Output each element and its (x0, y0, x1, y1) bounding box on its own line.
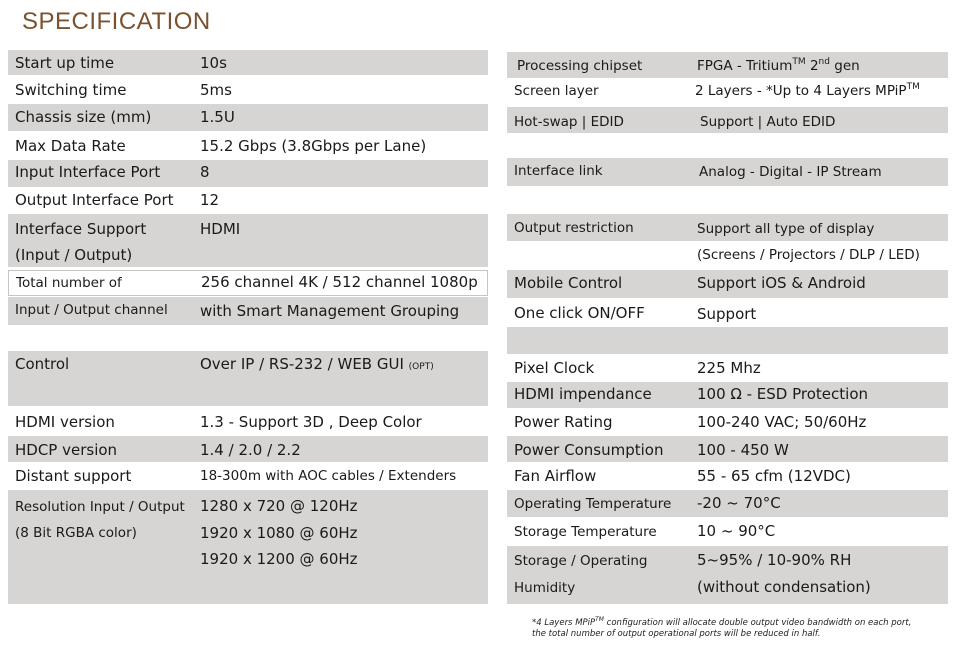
spec-value: 55 - 65 cfm (12VDC) (697, 467, 851, 485)
spec-value: 100-240 VAC; 50/60Hz (697, 413, 867, 431)
spec-value: (Screens / Projectors / DLP / LED) (697, 247, 920, 263)
resolution-value: 1920 x 1200 @ 60Hz (200, 550, 358, 568)
spec-label: Interface link (514, 163, 603, 179)
spec-label: Input / Output channel (15, 302, 168, 318)
spec-row-processing-chipset (507, 52, 948, 78)
spec-label: Switching time (15, 81, 127, 99)
control-value-text: Over IP / RS-232 / WEB GUI (200, 355, 404, 373)
spec-value: 256 channel 4K / 512 channel 1080p (201, 273, 478, 291)
spec-value: 1.3 - Support 3D , Deep Color (200, 413, 422, 431)
spec-value: HDMI (200, 220, 241, 238)
spec-label: Distant support (15, 467, 132, 485)
spec-value: Support iOS & Android (697, 274, 866, 292)
spec-value: 1.4 / 2.0 / 2.2 (200, 441, 301, 459)
spec-label: HDCP version (15, 441, 118, 459)
spec-row-humidity (507, 546, 948, 604)
spec-row-output-port (8, 189, 488, 213)
spec-value: Support (697, 305, 757, 323)
spec-value: 1.5U (200, 108, 235, 126)
footnote-text: *4 Layers MPiP (532, 618, 596, 628)
spec-row-output-restriction-2 (507, 243, 948, 268)
spec-row-max-data-rate (8, 134, 488, 159)
spec-value: 15.2 Gbps (3.8Gbps per Lane) (200, 137, 427, 155)
spec-label: Pixel Clock (514, 359, 595, 377)
spec-row-hot-swap (507, 107, 948, 133)
spec-value (697, 57, 860, 74)
spec-row-control (8, 351, 488, 406)
footnote-line: the total number of output operational ports will be reduced in half. (532, 629, 821, 639)
spec-label: Chassis size (mm) (15, 108, 152, 126)
footnote-line (532, 614, 911, 629)
spec-value: (without condensation) (697, 578, 871, 596)
spec-row-operating-temp (507, 490, 948, 517)
spec-label: Operating Temperature (514, 496, 672, 512)
spec-label: Mobile Control (514, 274, 623, 292)
trademark-mark: TM (595, 616, 604, 623)
footnote (532, 614, 911, 640)
spec-row-interface-link (507, 158, 948, 186)
spec-row-distant-support (8, 464, 488, 488)
chipset-gen-label: gen (834, 58, 860, 74)
trademark-mark: TM (906, 82, 920, 92)
spec-label: Output restriction (514, 220, 634, 236)
spec-row-hdmi-version (8, 410, 488, 435)
spec-value: Support | Auto EDID (700, 114, 836, 130)
control-value-note: (OPT) (408, 362, 434, 372)
spec-value: 5~95% / 10-90% RH (697, 551, 852, 569)
spec-label: Screen layer (514, 83, 599, 99)
spec-value (695, 82, 920, 99)
spec-row-power-consumption (507, 436, 948, 462)
spec-label: One click ON/OFF (514, 304, 645, 322)
spec-row-start-up-time (8, 50, 488, 75)
spec-label: (8 Bit RGBA color) (15, 525, 137, 541)
spec-value: 8 (200, 163, 210, 181)
spec-value (200, 355, 434, 373)
spec-row-pixel-clock (507, 356, 948, 381)
spec-row-power-rating (507, 410, 948, 435)
spec-label: (Input / Output) (15, 246, 133, 264)
spec-row-hdmi-impedance (507, 382, 948, 408)
screen-layer-text: 2 Layers - *Up to 4 Layers MPiP (695, 83, 907, 99)
spec-value: with Smart Management Grouping (200, 302, 460, 320)
spec-label: Resolution Input / Output (15, 499, 185, 515)
spec-label: Input Interface Port (15, 163, 161, 181)
resolution-value: 1920 x 1080 @ 60Hz (200, 524, 358, 542)
spec-value: 225 Mhz (697, 359, 761, 377)
spec-row-one-click (507, 301, 948, 326)
spec-label: Power Consumption (514, 441, 664, 459)
spec-row-switching-time (8, 78, 488, 103)
spec-value: -20 ~ 70°C (697, 494, 781, 512)
spec-row-resolution (8, 490, 488, 604)
spec-label: HDMI version (15, 413, 115, 431)
page-title: SPECIFICATION (22, 8, 211, 35)
spec-value: 100 - 450 W (697, 441, 789, 459)
spec-label: Hot-swap | EDID (514, 114, 624, 130)
ordinal-suffix: nd (818, 57, 830, 67)
spec-label: Fan Airflow (514, 467, 597, 485)
spec-row-total-channels-1 (8, 270, 488, 296)
trademark-mark: TM (792, 57, 806, 67)
spec-value: 10 ~ 90°C (697, 522, 776, 540)
footnote-text: configuration will allocate double output video bandwidth on each port, (603, 618, 912, 628)
spec-row-hdcp-version (8, 436, 488, 462)
spec-row-total-channels-2 (8, 297, 488, 325)
spec-value: 18-300m with AOC cables / Extenders (200, 468, 457, 484)
spec-row-output-restriction-1 (507, 214, 948, 241)
spec-value: Analog - Digital - IP Stream (699, 164, 882, 180)
chipset-gen-number: 2 (809, 58, 819, 74)
spec-value: 100 Ω - ESD Protection (697, 385, 869, 403)
spec-label: Interface Support (15, 220, 147, 238)
spec-label: Power Rating (514, 413, 613, 431)
resolution-value: 1280 x 720 @ 120Hz (200, 497, 358, 515)
spec-row-input-port (8, 160, 488, 187)
chipset-text: FPGA - Tritium (697, 58, 793, 74)
spec-label: Output Interface Port (15, 191, 174, 209)
spec-row-spacer (507, 327, 948, 354)
spec-label: Processing chipset (517, 58, 643, 74)
spec-label: Start up time (15, 54, 115, 72)
spec-row-fan-airflow (507, 464, 948, 488)
spec-label: Storage / Operating (514, 553, 648, 569)
spec-row-screen-layer (507, 80, 948, 104)
spec-value: Support all type of display (697, 221, 875, 237)
spec-label: Total number of (16, 275, 122, 291)
spec-label: Control (15, 355, 70, 373)
spec-label: Humidity (514, 580, 576, 596)
spec-label: HDMI impendance (514, 385, 652, 403)
spec-row-storage-temp (507, 519, 948, 544)
spec-value: 5ms (200, 81, 232, 99)
spec-value: 10s (200, 54, 227, 72)
spec-label: Max Data Rate (15, 137, 126, 155)
spec-row-chassis-size (8, 104, 488, 131)
spec-row-interface-support (8, 214, 488, 267)
spec-value: 12 (200, 191, 220, 209)
spec-row-mobile-control (507, 270, 948, 298)
spec-label: Storage Temperature (514, 524, 657, 540)
